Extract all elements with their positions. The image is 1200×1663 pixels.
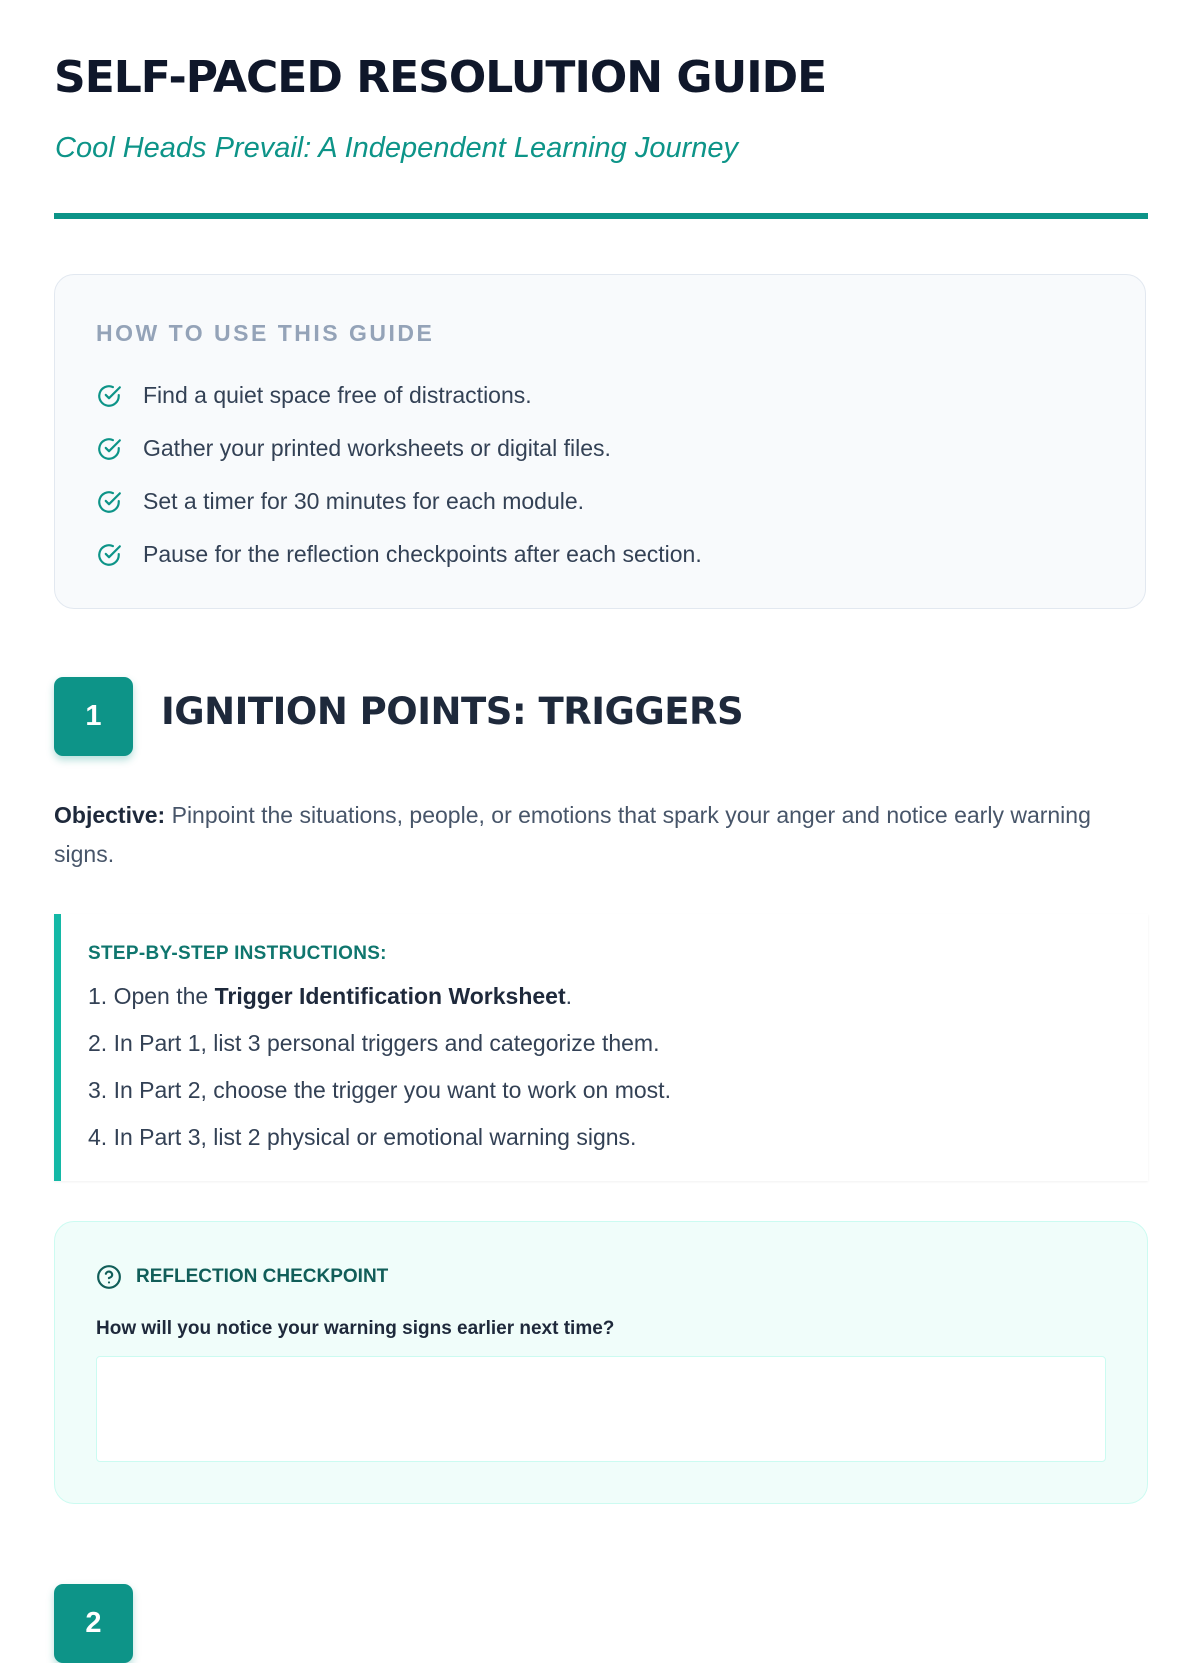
how-to-use-item-text: Set a timer for 30 minutes for each module. [143, 488, 585, 514]
objective-label: Objective: [54, 802, 166, 828]
instruction-step: 4. In Part 3, list 2 physical or emotional warning signs. [88, 1124, 637, 1150]
how-to-use-item [96, 369, 702, 422]
question-circle-icon [96, 1264, 122, 1290]
title-divider [54, 213, 1148, 219]
how-to-use-item-text: Pause for the reflection checkpoints after each section. [143, 541, 702, 567]
worksheet-name: Trigger Identification Worksheet [214, 983, 566, 1009]
how-to-use-card [54, 274, 1146, 609]
check-circle-icon [96, 542, 122, 568]
how-to-use-item [96, 475, 702, 528]
how-to-use-item [96, 422, 702, 475]
instructions-list [88, 973, 671, 1161]
how-to-use-item [96, 528, 702, 581]
page-subtitle: Cool Heads Prevail: A Independent Learning Journey [55, 132, 739, 164]
reflection-question: How will you notice your warning signs earlier next time? [96, 1318, 615, 1339]
how-to-use-item-text: Gather your printed worksheets or digital files. [143, 435, 611, 461]
instruction-step: 2. In Part 1, list 3 personal triggers and categorize them. [88, 1030, 660, 1056]
instruction-step [88, 973, 671, 1020]
instructions-box [54, 914, 1148, 1181]
check-circle-icon [96, 489, 122, 515]
reflection-header [96, 1264, 388, 1290]
step-prefix: 1. Open the [88, 983, 215, 1009]
page-title: SELF-PACED RESOLUTION GUIDE [54, 52, 827, 103]
instructions-heading: STEP-BY-STEP INSTRUCTIONS: [88, 943, 387, 964]
check-circle-icon [96, 436, 122, 462]
how-to-use-list [96, 369, 702, 581]
how-to-use-heading: HOW TO USE THIS GUIDE [96, 320, 435, 346]
reflection-label: REFLECTION CHECKPOINT [136, 1266, 389, 1287]
step-suffix: . [565, 983, 573, 1009]
reflection-answer-input[interactable] [96, 1356, 1106, 1462]
check-circle-icon [96, 383, 122, 409]
module-number-badge: 2 [54, 1584, 133, 1663]
reflection-checkpoint-card [54, 1221, 1148, 1504]
how-to-use-item-text: Find a quiet space free of distractions. [143, 382, 532, 408]
module-objective [54, 796, 1148, 874]
module-title: IGNITION POINTS: TRIGGERS [161, 690, 744, 733]
instruction-step: 3. In Part 2, choose the trigger you want to work on most. [88, 1077, 671, 1103]
objective-text: Pinpoint the situations, people, or emotions that spark your anger and notice early warning signs. [54, 802, 1091, 867]
module-number-badge: 1 [54, 677, 133, 756]
